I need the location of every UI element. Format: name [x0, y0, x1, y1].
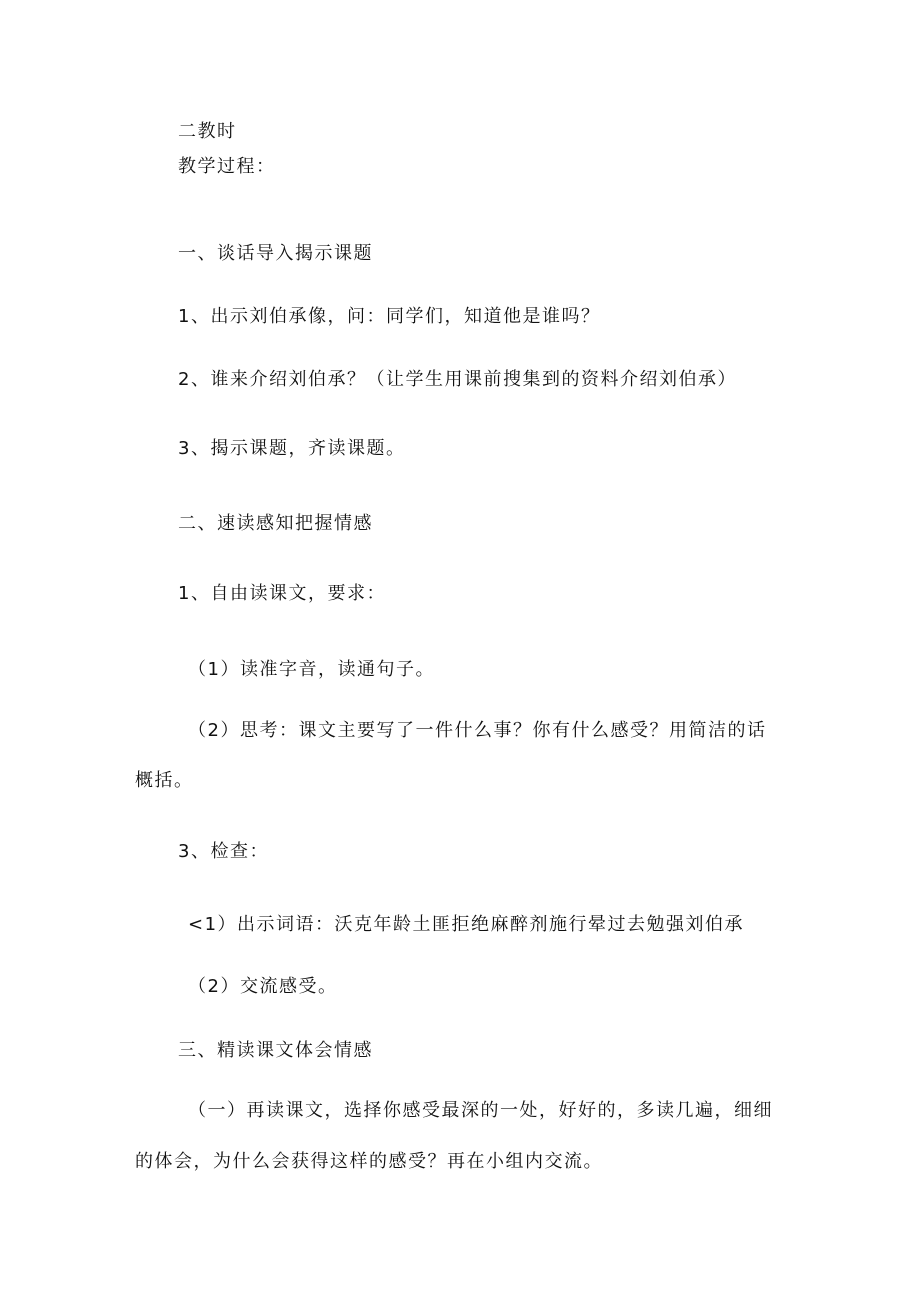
- paragraph-2-3: 3、检查：: [178, 841, 269, 862]
- paragraph-1-3: 3、揭示课题，齐读课题。: [178, 438, 406, 459]
- paragraph-1-1: 1、出示刘伯承像，问：同学们，知道他是谁吗？: [178, 306, 601, 327]
- section-heading-1: 一、谈话导入揭示课题: [178, 243, 373, 264]
- paragraph-3-1: （一）再读课文，选择你感受最深的一处，好好的，多读几遍，细细: [188, 1100, 773, 1121]
- paragraph-3-1-continued: 的体会，为什么会获得这样的感受？再在小组内交流。: [135, 1151, 603, 1172]
- paragraph-1-2: 2、谁来介绍刘伯承？（让学生用课前搜集到的资料介绍刘伯承）: [178, 369, 737, 390]
- lesson-heading: 二教时: [178, 121, 237, 142]
- paragraph-2-1-1: （1）读准字音，读通句子。: [188, 659, 435, 680]
- section-heading-2: 二、速读感知把握情感: [178, 513, 373, 534]
- paragraph-2-3-1: <1）出示词语：沃克年龄土匪拒绝麻醉剂施行晕过去勉强刘伯承: [188, 914, 745, 935]
- process-heading: 教学过程：: [178, 156, 276, 177]
- paragraph-2-1: 1、自由读课文，要求：: [178, 583, 386, 604]
- paragraph-2-3-2: （2）交流感受。: [188, 976, 338, 997]
- paragraph-2-1-2-continued: 概括。: [135, 770, 194, 791]
- paragraph-2-1-2: （2）思考：课文主要写了一件什么事？你有什么感受？用简洁的话: [188, 720, 767, 741]
- section-heading-3: 三、精读课文体会情感: [178, 1040, 373, 1061]
